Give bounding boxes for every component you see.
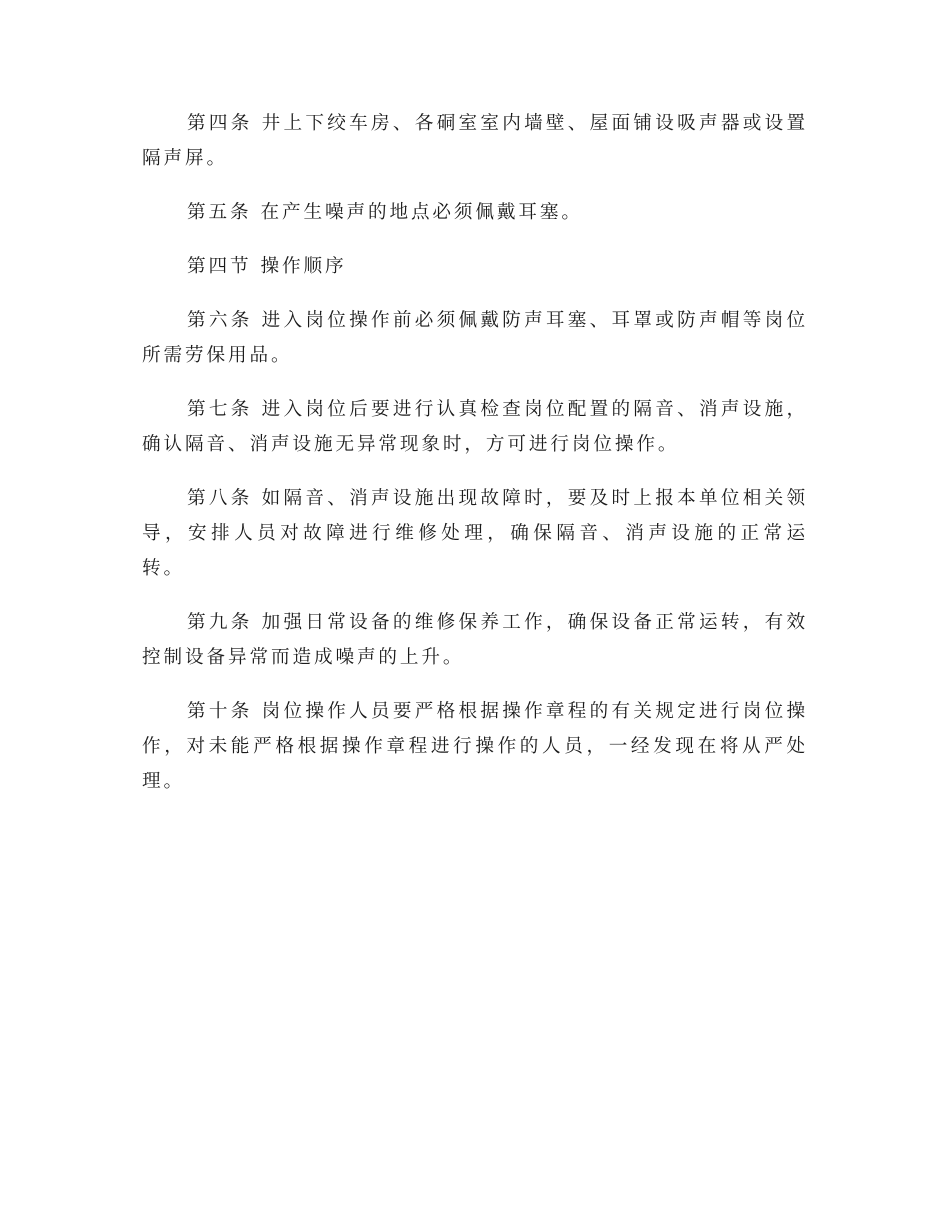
- section-title: 操作顺序: [260, 256, 347, 277]
- article-6: [142, 303, 808, 373]
- article-text: 如隔音、消声设施出现故障时，要及时上报本单位相关领导，安排人员对故障进行维修处理，确保隔音、消声设施的正常运转。: [142, 488, 808, 579]
- article-5: [142, 195, 808, 230]
- article-label: 第九条: [187, 612, 253, 633]
- article-text: 在产生噪声的地点必须佩戴耳塞。: [260, 202, 583, 223]
- article-text: 加强日常设备的维修保养工作，确保设备正常运转，有效控制设备异常而造成噪声的上升。: [142, 612, 808, 668]
- article-10: [142, 694, 808, 799]
- article-7: [142, 392, 808, 462]
- article-4: [142, 106, 808, 176]
- article-label: 第六条: [187, 310, 253, 331]
- article-8: [142, 481, 808, 586]
- section-label: 第四节: [187, 256, 252, 277]
- article-text: 进入岗位后要进行认真检查岗位配置的隔音、消声设施，确认隔音、消声设施无异常现象时，方可进行岗位操作。: [142, 399, 808, 455]
- article-label: 第五条: [187, 202, 252, 223]
- section-heading: [142, 249, 808, 284]
- article-label: 第七条: [187, 399, 253, 420]
- article-9: [142, 605, 808, 675]
- article-label: 第十条: [187, 701, 253, 722]
- article-text: 岗位操作人员要严格根据操作章程的有关规定进行岗位操作，对未能严格根据操作章程进行操作的人员，一经发现在将从严处理。: [142, 701, 808, 792]
- article-label: 第八条: [187, 488, 253, 509]
- article-text: 井上下绞车房、各硐室室内墙壁、屋面铺设吸声器或设置隔声屏。: [142, 113, 808, 169]
- article-text: 进入岗位操作前必须佩戴防声耳塞、耳罩或防声帽等岗位所需劳保用品。: [142, 310, 808, 366]
- document-page: [142, 106, 808, 818]
- article-label: 第四条: [187, 113, 253, 134]
